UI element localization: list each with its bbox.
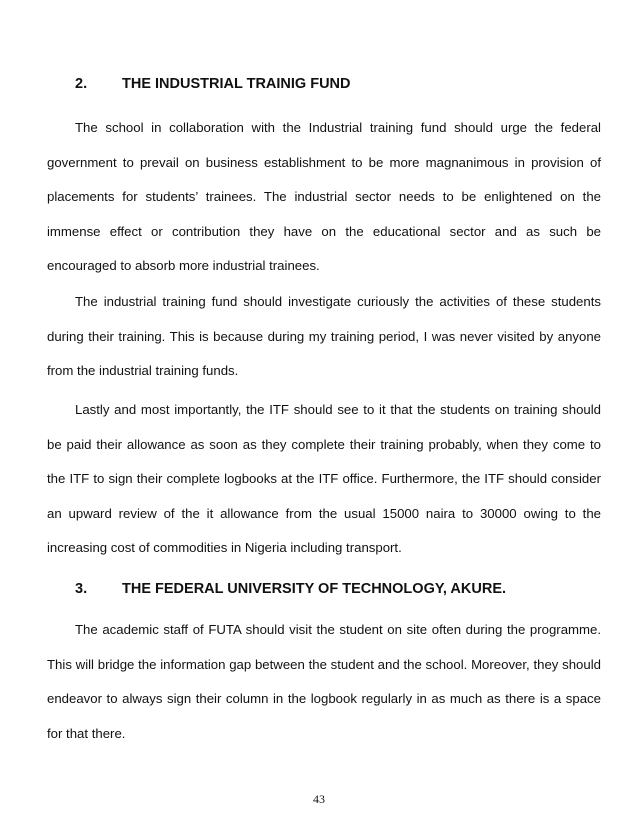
section-title: THE FEDERAL UNIVERSITY OF TECHNOLOGY, AKURE. [122, 581, 507, 597]
paragraph: Lastly and most importantly, the ITF should see to it that the students on training should be paid their allowance as soon as they complete their training probably, when they come to the ITF to sign their complete logbooks at the ITF office. Furthermore, the ITF should consider an upward review of the it allowance from the usual 15000 naira to 30000 owing to the increasing cost of commodities in Nigeria including transport. [47, 402, 601, 556]
page-number: 43 [313, 792, 325, 806]
section-number: 3. [75, 581, 88, 597]
paragraph: The school in collaboration with the Industrial training fund should urge the federal government to prevail on business establishment to be more magnanimous in provision of placements for students’ trainees. The industrial sector needs to be enlightened on the immense effect or contribution they have on the educational sector and as such be encouraged to absorb more industrial trainees. [47, 120, 601, 274]
section-heading-itf [75, 76, 351, 92]
section-title: THE INDUSTRIAL TRAINIG FUND [122, 76, 351, 92]
section-number: 2. [75, 76, 88, 92]
section-heading-futa [75, 581, 506, 597]
paragraph: The academic staff of FUTA should visit the student on site often during the programme. This will bridge the information gap between the student and the school. Moreover, they should endeavor to always sign their column in the logbook regularly in as much as there is a space for that there. [47, 622, 601, 741]
paragraph: The industrial training fund should investigate curiously the activities of these students during their training. This is because during my training period, I was never visited by anyone from the industrial training funds. [47, 294, 601, 379]
